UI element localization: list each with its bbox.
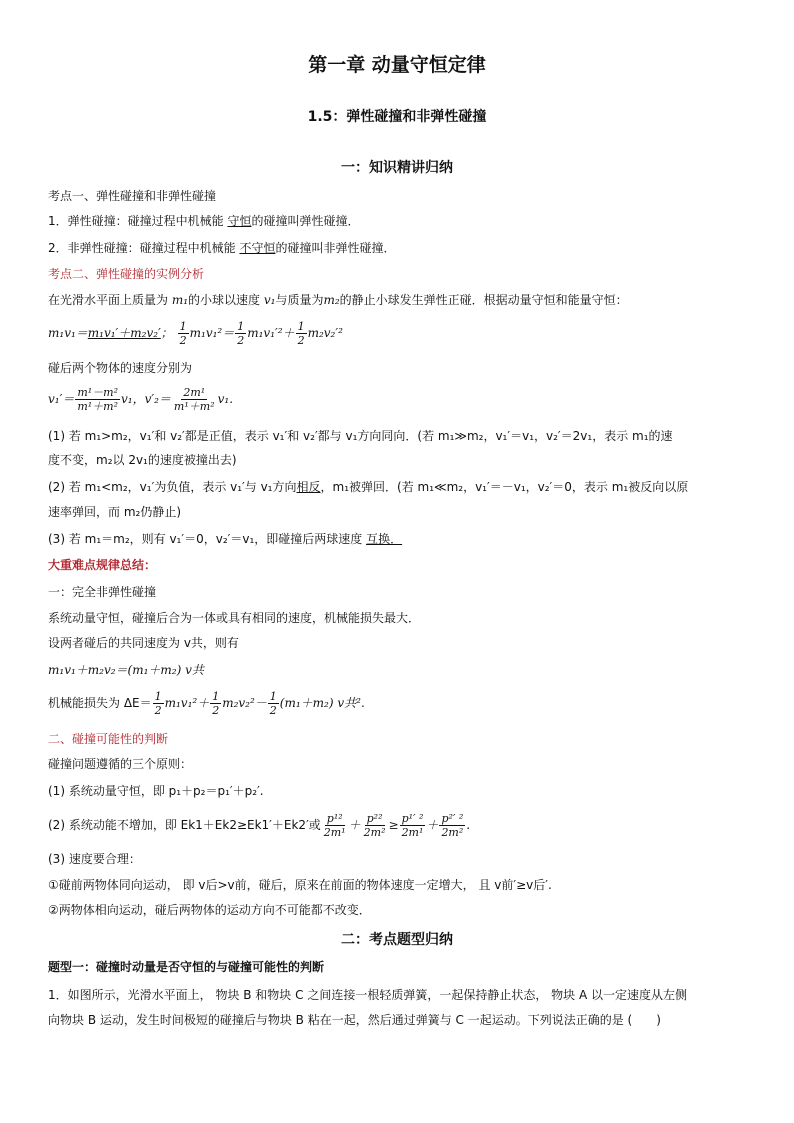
question1-line2: 向物块 B 运动，发生时间极短的碰撞后与物块 B 粘在一起，然后通过弹簧与 C 一起运动。下列说法正确的是 ( ): [48, 1013, 661, 1027]
kp2-heading: 考点二、弹性碰撞的实例分析: [48, 267, 205, 281]
question-type-1: 题型一：碰撞时动量是否守恒的与碰撞可能性的判断: [48, 960, 325, 974]
kp2-intro: 在光滑水平面上质量为 m₁的小球以速度 v₁与质量为m₂的静止小球发生弹性正碰．根据动量守恒和能量守恒：: [48, 293, 628, 307]
case2-line1: (2) 若 m₁<m₂，v₁′为负值，表示 v₁′与 v₁方向相反，m₁被弹回．(若 m₁≪m₂，v₁′＝－v₁，v₂′＝0，表示 m₁被反向以原: [48, 480, 689, 494]
summary-s1-line1: 系统动量守恒，碰撞后合为一体或具有相同的速度，机械能损失最大．: [48, 611, 421, 625]
rule-momentum: (1) 系统动量守恒，即 p₁＋p₂＝p₁′＋p₂′.: [48, 784, 264, 798]
chapter-title: 第一章 动量守恒定律: [308, 54, 486, 76]
summary-s2-intro: 碰撞问题遵循的三个原则：: [48, 757, 193, 771]
kp1-line1: 1．弹性碰撞：碰撞过程中机械能 守恒的碰撞叫弹性碰撞．: [48, 214, 360, 228]
rule-velocity: (3) 速度要合理：: [48, 852, 141, 866]
section-heading-types: 二：考点题型归纳: [341, 932, 453, 948]
summary-heading: 大重难点规律总结：: [48, 558, 157, 572]
case1-line1: (1) 若 m₁>m₂，v₁′和 v₂′都是正值，表示 v₁′和 v₂′都与 v₁方向同向．(若 m₁≫m₂，v₁′＝v₁，v₂′＝2v₁，表示 m₁的速: [48, 429, 673, 443]
rule-velocity-b: ②两物体相向运动，碰后两物体的运动方向不可能都不改变．: [48, 903, 371, 917]
rule-kinetic-energy: (2) 系统动能不增加，即 Ek1＋Ek2≥Ek1′＋Ek2′或 $\frac{\text{p¹²}}{\text{2m¹}}$ ＋ $\frac{\text{p²²}}{\text{2m²}}$ ≥ $\frac{\text{p¹′ ²}}{\text{2m¹}}$ ＋ $\frac{\text{p²′ ²}}{\text{2m²}}$ .: [48, 812, 471, 839]
section-heading-knowledge: 一：知识精讲归纳: [341, 160, 453, 176]
case2-line2: 速率弹回，而 m₂仍静止): [48, 505, 181, 519]
kp1-heading: 考点一、弹性碰撞和非弹性碰撞: [48, 189, 217, 203]
momentum-energy-equations: m₁v₁＝m₁v₁′＋m₂v₂′； $\frac{1}{2}$ m₁v₁²＝ $\frac{1}{2}$ m₁v₁′²＋ $\frac{1}{2}$ m₂v₂′²: [48, 320, 343, 347]
energy-loss-formula: 机械能损失为 ΔE＝ $\frac{1}{2}$ m₁v₁²＋ $\frac{1}{2}$ m₂v₂²－ $\frac{1}{2}$ (m₁＋m₂) v共².: [48, 690, 365, 717]
summary-s1-title: 一：完全非弹性碰撞: [48, 585, 157, 599]
summary-s1-line2: 设两者碰后的共同速度为 v共，则有: [48, 636, 239, 650]
summary-s2-title: 二、碰撞可能性的判断: [48, 732, 169, 746]
question1-line1: 1．如图所示，光滑水平面上， 物块 B 和物块 C 之间连接一根轻质弹簧，一起保持静止状态， 物块 A 以一定速度从左侧: [48, 988, 687, 1002]
section-subtitle: 1.5：弹性碰撞和非弹性碰撞: [307, 109, 487, 125]
velocity-formulas: v₁′＝ $\frac{\text{m¹－m²}}{\text{m¹＋m²}}$ v₁，v′₂＝ $\frac{\text{2m¹}}{\text{m¹＋m²}}$ v₁.: [48, 386, 234, 413]
kp1-line2: 2．非弹性碰撞：碰撞过程中机械能 不守恒的碰撞叫非弹性碰撞．: [48, 241, 396, 255]
common-velocity-equation: m₁v₁＋m₂v₂＝(m₁＋m₂) v共: [48, 663, 204, 677]
rule-velocity-a: ①碰前两物体同向运动， 即 v后>v前，碰后，原来在前面的物体速度一定增大， 且 v前′≥v后′.: [48, 878, 552, 892]
case3-line: (3) 若 m₁＝m₂，则有 v₁′＝0，v₂′＝v₁，即碰撞后两球速度 互换．: [48, 532, 403, 546]
case1-line2: 度不变，m₂以 2v₁的速度被撞出去): [48, 453, 237, 467]
after-collision-text: 碰后两个物体的速度分别为: [48, 361, 193, 375]
